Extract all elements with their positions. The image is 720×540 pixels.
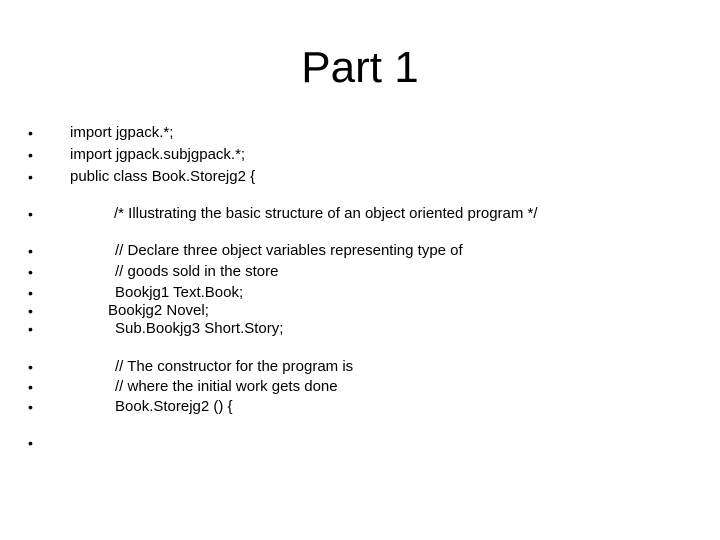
list-item [0,122,720,144]
code-line: Sub.Bookjg3 Short.Story; [115,320,284,337]
bullet-icon: • [28,264,33,280]
bullet-icon: • [28,169,33,185]
slide-title: Part 1 [301,43,419,92]
list-item [0,203,720,225]
list-item [0,240,720,262]
code-line: // where the initial work gets done [115,378,338,395]
bullet-icon: • [28,206,33,222]
bullet-icon: • [28,379,33,395]
list-item [0,432,720,454]
list-item [0,376,720,398]
list-item [0,396,720,418]
code-line: // Declare three object variables representing type of [115,242,463,259]
bullet-icon: • [28,147,33,163]
bullet-icon: • [28,399,33,415]
bullet-icon: • [28,303,33,319]
list-item [0,166,720,188]
bullet-icon: • [28,125,33,141]
list-item [0,144,720,166]
code-line: Bookjg2 Novel; [108,302,209,319]
bullet-icon: • [28,321,33,337]
bullet-icon: • [28,243,33,259]
code-line: // goods sold in the store [115,263,279,280]
bullet-icon: • [28,285,33,301]
code-line: // The constructor for the program is [115,358,354,375]
bullet-icon: • [28,359,33,375]
code-line: Bookjg1 Text.Book; [115,284,244,301]
list-item [0,261,720,283]
code-line: Book.Storejg2 () { [115,398,233,415]
bullet-icon: • [28,435,33,451]
code-line: import jgpack.*; [70,124,174,141]
code-line: /* Illustrating the basic structure of an object oriented program */ [114,205,538,222]
code-line: import jgpack.subjgpack.*; [70,146,246,163]
list-item [0,318,720,340]
list-item [0,356,720,378]
code-line: public class Book.Storejg2 { [70,168,256,185]
